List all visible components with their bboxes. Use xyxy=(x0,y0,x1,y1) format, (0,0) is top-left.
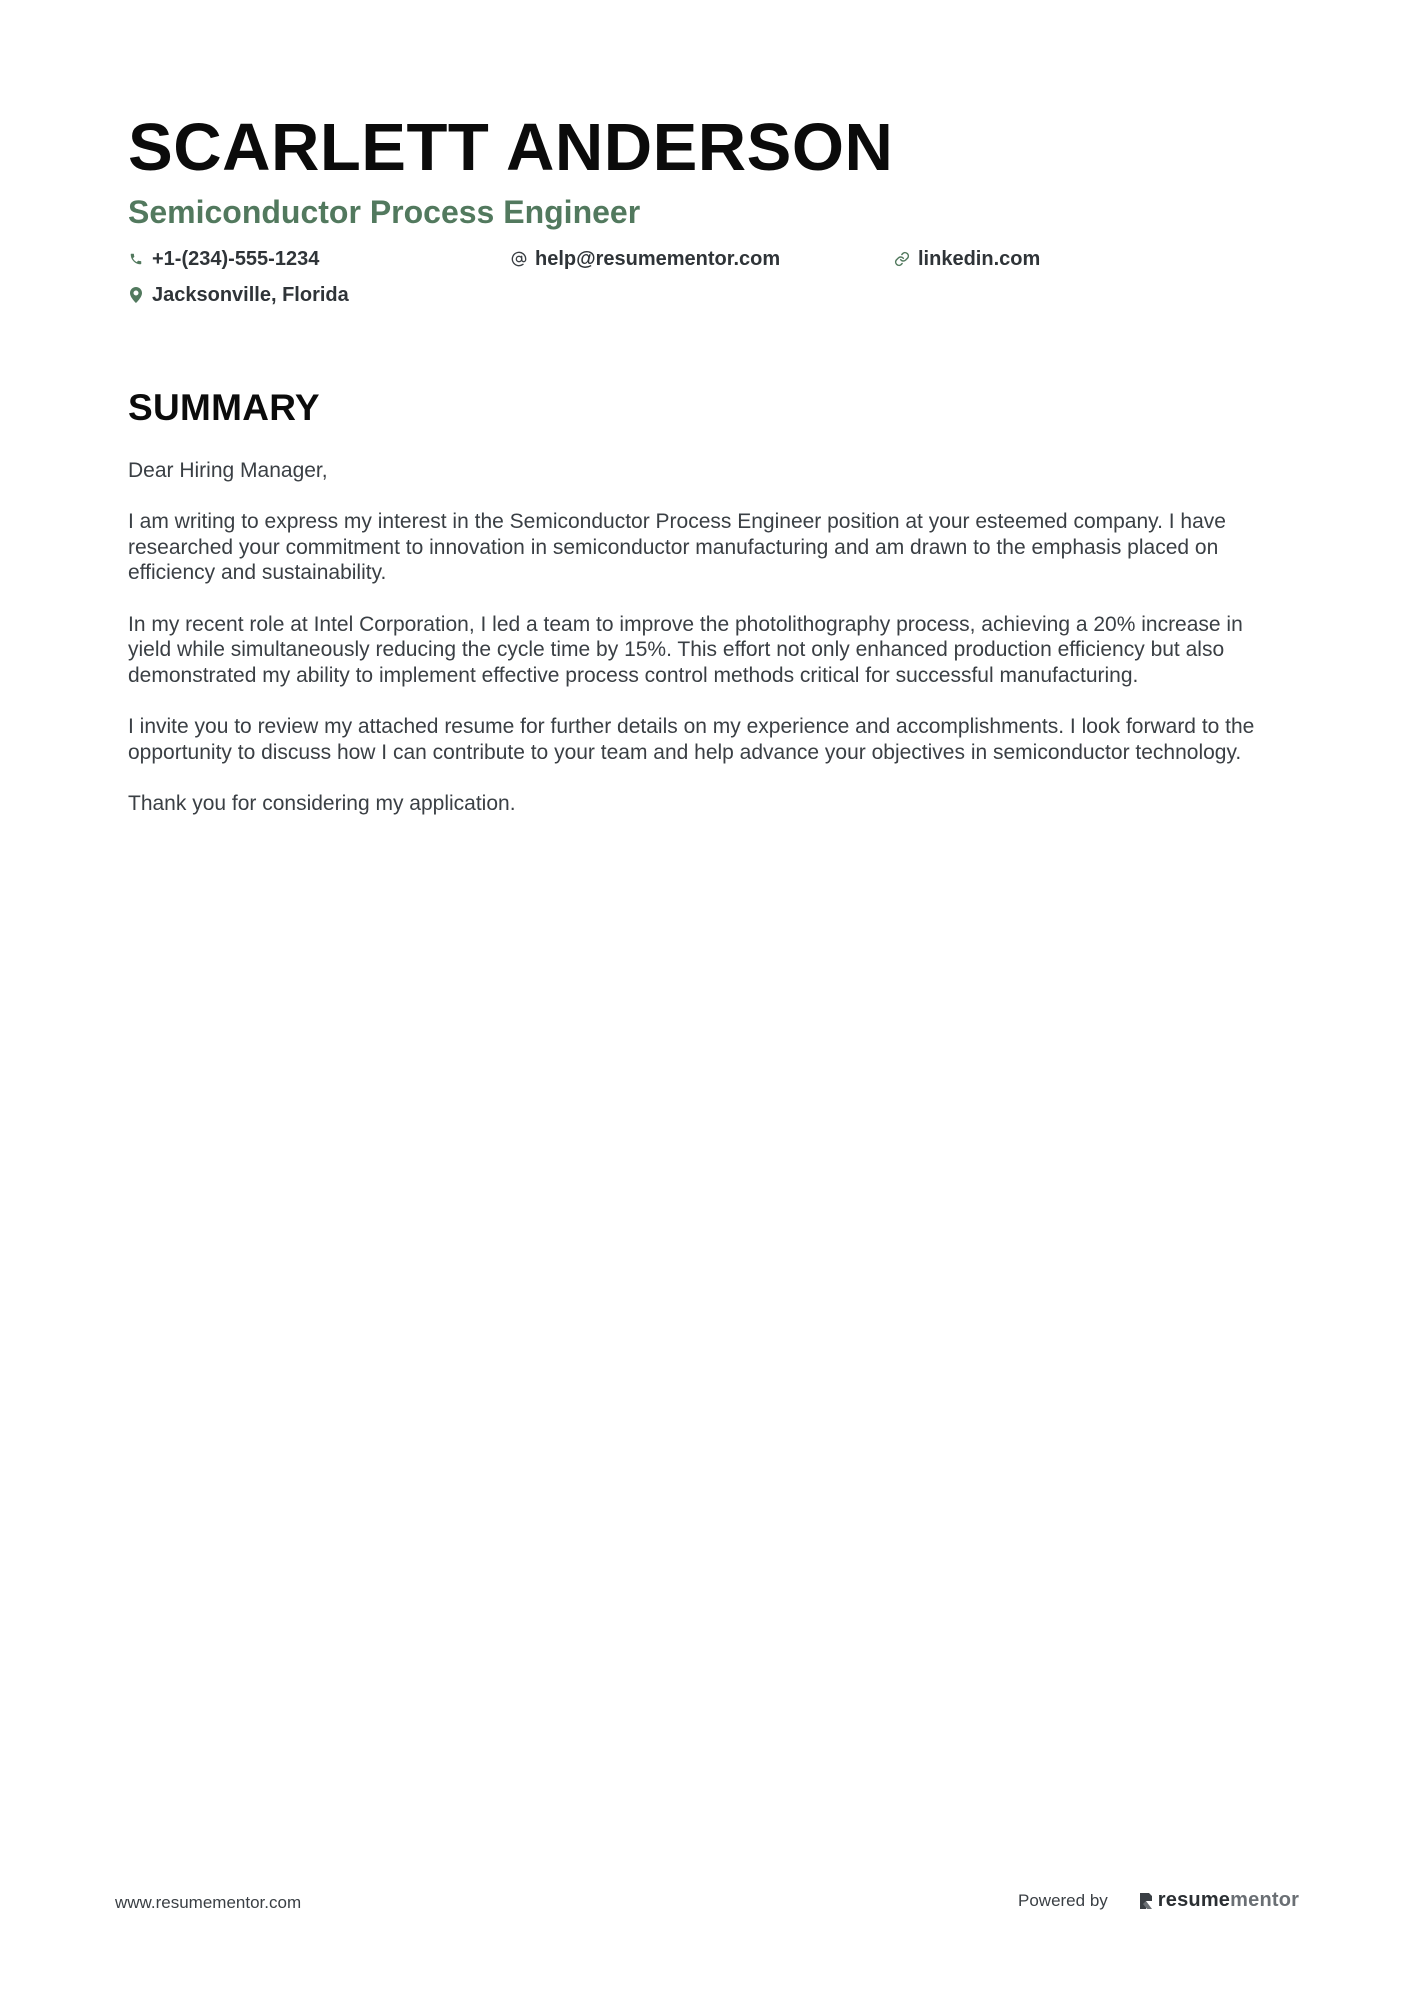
location-text: Jacksonville, Florida xyxy=(152,283,349,306)
brand-text-resume: resume xyxy=(1157,1889,1231,1911)
footer-site-link[interactable]: www.resumementor.com xyxy=(115,1893,302,1912)
phone-icon xyxy=(128,250,144,268)
powered-by-label: Powered by xyxy=(1018,1890,1108,1910)
link-icon xyxy=(894,250,910,268)
brand-logo-icon xyxy=(1138,1891,1154,1911)
contact-location xyxy=(128,282,511,308)
email-text[interactable]: help@resumementor.com xyxy=(535,247,781,270)
resume-header xyxy=(128,108,1278,308)
letter-paragraph: I invite you to review my attached resume for further details on my experience and accomplishments. I look forward to the opportunity to discuss how I can contribute to your team and help advance your objectives in semiconductor technology. xyxy=(128,714,1255,764)
phone-text: +1-(234)-555-1234 xyxy=(152,247,320,270)
summary-section xyxy=(128,384,1288,842)
brand-text-mentor: mentor xyxy=(1230,1889,1300,1911)
contact-email[interactable] xyxy=(511,246,894,272)
contact-list xyxy=(128,246,1278,308)
website-text[interactable]: linkedin.com xyxy=(918,247,1041,270)
closing-line: Thank you for considering my application. xyxy=(128,791,516,815)
candidate-role: Semiconductor Process Engineer xyxy=(128,194,641,230)
letter-paragraph: I am writing to express my interest in the Semiconductor Process Engineer position at your esteemed company. I have researched your commitment to innovation in semiconductor manufacturing and am drawn to the emphasis placed on efficiency and sustainability. xyxy=(128,510,1226,585)
contact-website[interactable] xyxy=(894,246,1277,272)
contact-phone xyxy=(128,246,511,272)
letter-paragraph: In my recent role at Intel Corporation, I led a team to improve the photolithography process, achieving a 20% increase in yield while simultaneously reducing the cycle time by 15%. This effort not only enhanced production efficiency but also demonstrated my ability to implement effective process control methods critical for successful manufacturing. xyxy=(128,612,1243,687)
map-pin-icon xyxy=(128,286,144,304)
brand-logo[interactable] xyxy=(1138,1889,1299,1912)
candidate-name: SCARLETT ANDERSON xyxy=(128,110,894,185)
letter-body xyxy=(128,458,1288,816)
section-title: SUMMARY xyxy=(128,387,320,428)
salutation: Dear Hiring Manager, xyxy=(128,459,328,482)
at-sign-icon xyxy=(511,250,527,268)
footer-branding xyxy=(1018,1889,1299,1912)
